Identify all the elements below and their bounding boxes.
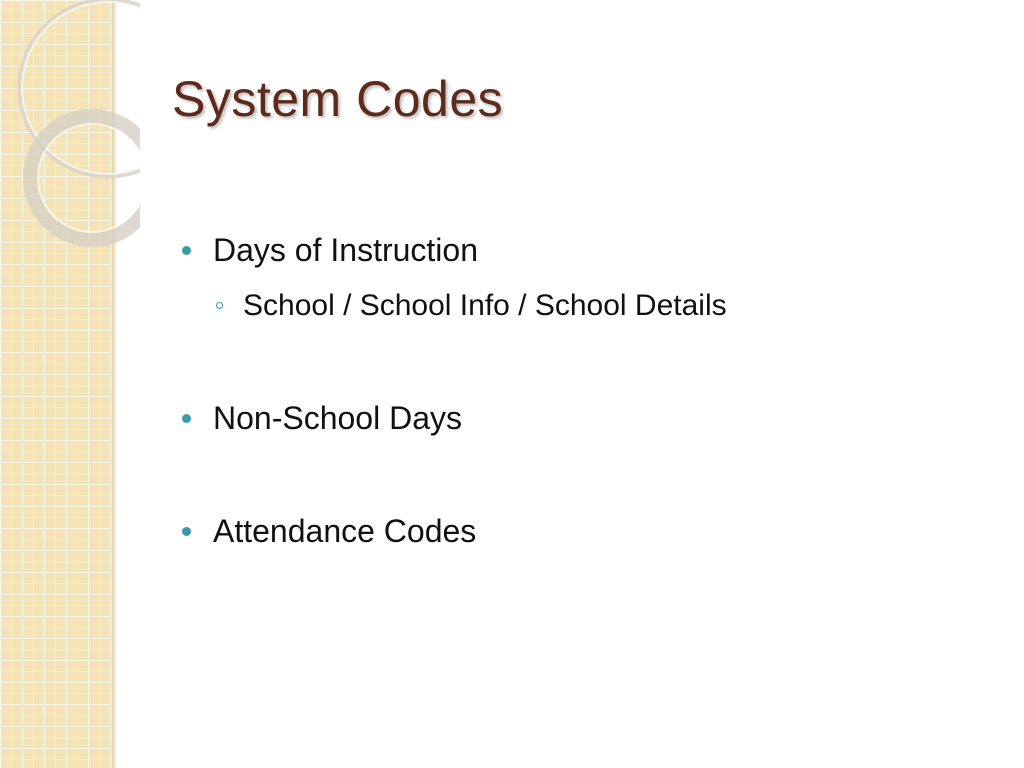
sub-bullet-text: School / School Info / School Details [243, 289, 727, 322]
bullet-dot-icon [182, 246, 191, 255]
bullet-dot-icon [182, 414, 191, 423]
bullet-dot-icon [182, 527, 191, 536]
bullet-text: Non-School Days [213, 400, 462, 436]
bullet-text: Attendance Codes [213, 513, 477, 549]
sub-bullet-ring-icon [216, 302, 223, 309]
slide-title: System Codes [172, 71, 504, 127]
bullet-text: Days of Instruction [213, 232, 478, 268]
